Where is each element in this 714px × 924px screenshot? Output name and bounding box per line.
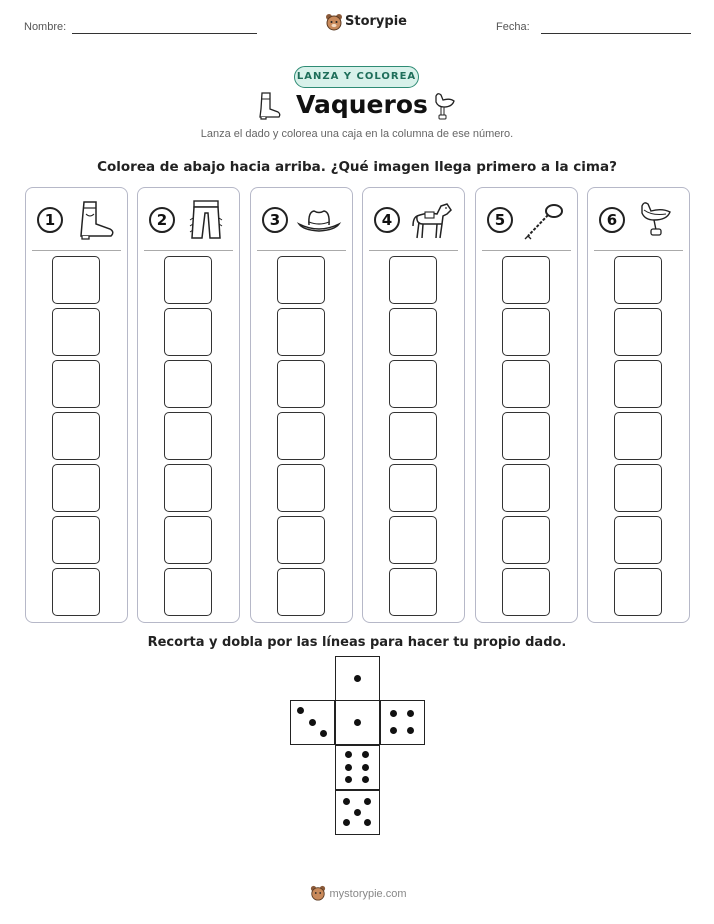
color-box[interactable] [277,256,325,304]
boot-decoration-icon [256,91,282,121]
color-box[interactable] [614,256,662,304]
color-box[interactable] [389,568,437,616]
color-box[interactable] [614,360,662,408]
dice-pip [362,776,369,783]
dice-pip [343,798,350,805]
dice-face-3 [290,700,335,745]
column-1 [25,187,128,623]
subtitle: Lanza el dado y colorea una caja en la columna de ese número. [200,128,514,140]
dice-pip [390,710,397,717]
color-box[interactable] [164,360,212,408]
color-box[interactable] [164,412,212,460]
color-box[interactable] [502,568,550,616]
color-box[interactable] [502,516,550,564]
lasso-icon [520,198,568,242]
dice-pip [390,727,397,734]
column-number: 4 [374,207,400,233]
column-2 [137,187,240,623]
name-label: Nombre: [24,21,67,33]
cowboy-boot-icon [70,198,118,242]
cowboy-hat-icon [295,198,343,242]
color-box[interactable] [164,568,212,616]
column-number: 1 [37,207,63,233]
color-box[interactable] [277,568,325,616]
dice-pip [354,719,361,726]
color-box[interactable] [52,464,100,512]
color-box[interactable] [389,308,437,356]
dice-face-6 [335,745,380,790]
column-number: 5 [487,207,513,233]
color-box[interactable] [502,308,550,356]
column-divider [369,250,458,251]
color-box[interactable] [389,360,437,408]
saddle-decoration-icon [428,90,460,122]
chaps-pants-icon [182,198,230,242]
color-box[interactable] [277,516,325,564]
date-line[interactable] [541,33,691,34]
dice-pip [362,751,369,758]
column-number: 6 [599,207,625,233]
color-box[interactable] [389,464,437,512]
color-box[interactable] [502,360,550,408]
dice-pip [354,675,361,682]
color-box[interactable] [164,516,212,564]
color-box[interactable] [614,516,662,564]
color-box[interactable] [164,308,212,356]
dice-instruction: Recorta y dobla por las líneas para hacer tu propio dado. [147,635,567,650]
footer-url: mystorypie.com [329,888,407,900]
dice-pip [364,819,371,826]
activity-badge: LANZA Y COLOREA [294,66,419,88]
color-box[interactable] [52,568,100,616]
color-box[interactable] [389,516,437,564]
color-box[interactable] [52,360,100,408]
dice-face-1 [335,656,380,701]
color-box[interactable] [502,256,550,304]
color-box[interactable] [277,308,325,356]
color-box[interactable] [614,568,662,616]
dice-pip [320,730,327,737]
dice-pip [362,764,369,771]
storypie-logo-icon [325,13,343,31]
color-box[interactable] [614,464,662,512]
page-title: Vaqueros [296,90,428,119]
dice-pip [345,776,352,783]
column-4 [362,187,465,623]
column-divider [594,250,683,251]
column-divider [257,250,346,251]
dice-face-4 [380,700,425,745]
dice-pip [364,798,371,805]
column-number: 3 [262,207,288,233]
dice-pip [345,751,352,758]
column-divider [32,250,121,251]
dice-pip [407,727,414,734]
color-box[interactable] [277,412,325,460]
column-divider [144,250,233,251]
dice-pip [297,707,304,714]
column-number: 2 [149,207,175,233]
dice-pip [345,764,352,771]
color-box[interactable] [52,256,100,304]
color-box[interactable] [52,412,100,460]
dice-pip [407,710,414,717]
color-box[interactable] [502,464,550,512]
dice-pip [309,719,316,726]
color-box[interactable] [389,412,437,460]
brand-name: Storypie [345,14,407,29]
date-label: Fecha: [496,21,530,33]
horse-icon [407,198,455,242]
color-box[interactable] [614,308,662,356]
color-box[interactable] [614,412,662,460]
instruction-heading: Colorea de abajo hacia arriba. ¿Qué imagen llega primero a la cima? [97,159,617,175]
dice-pip [343,819,350,826]
color-box[interactable] [389,256,437,304]
dice-face-5 [335,790,380,835]
color-box[interactable] [502,412,550,460]
color-box[interactable] [52,308,100,356]
column-6 [587,187,690,623]
color-box[interactable] [277,464,325,512]
dice-pip [354,809,361,816]
column-divider [482,250,571,251]
column-5 [475,187,578,623]
dice-face-1 [335,700,380,745]
name-line[interactable] [72,33,257,34]
color-box[interactable] [277,360,325,408]
color-box[interactable] [164,256,212,304]
color-box[interactable] [164,464,212,512]
color-box[interactable] [52,516,100,564]
saddle-icon [632,198,680,242]
column-3 [250,187,353,623]
